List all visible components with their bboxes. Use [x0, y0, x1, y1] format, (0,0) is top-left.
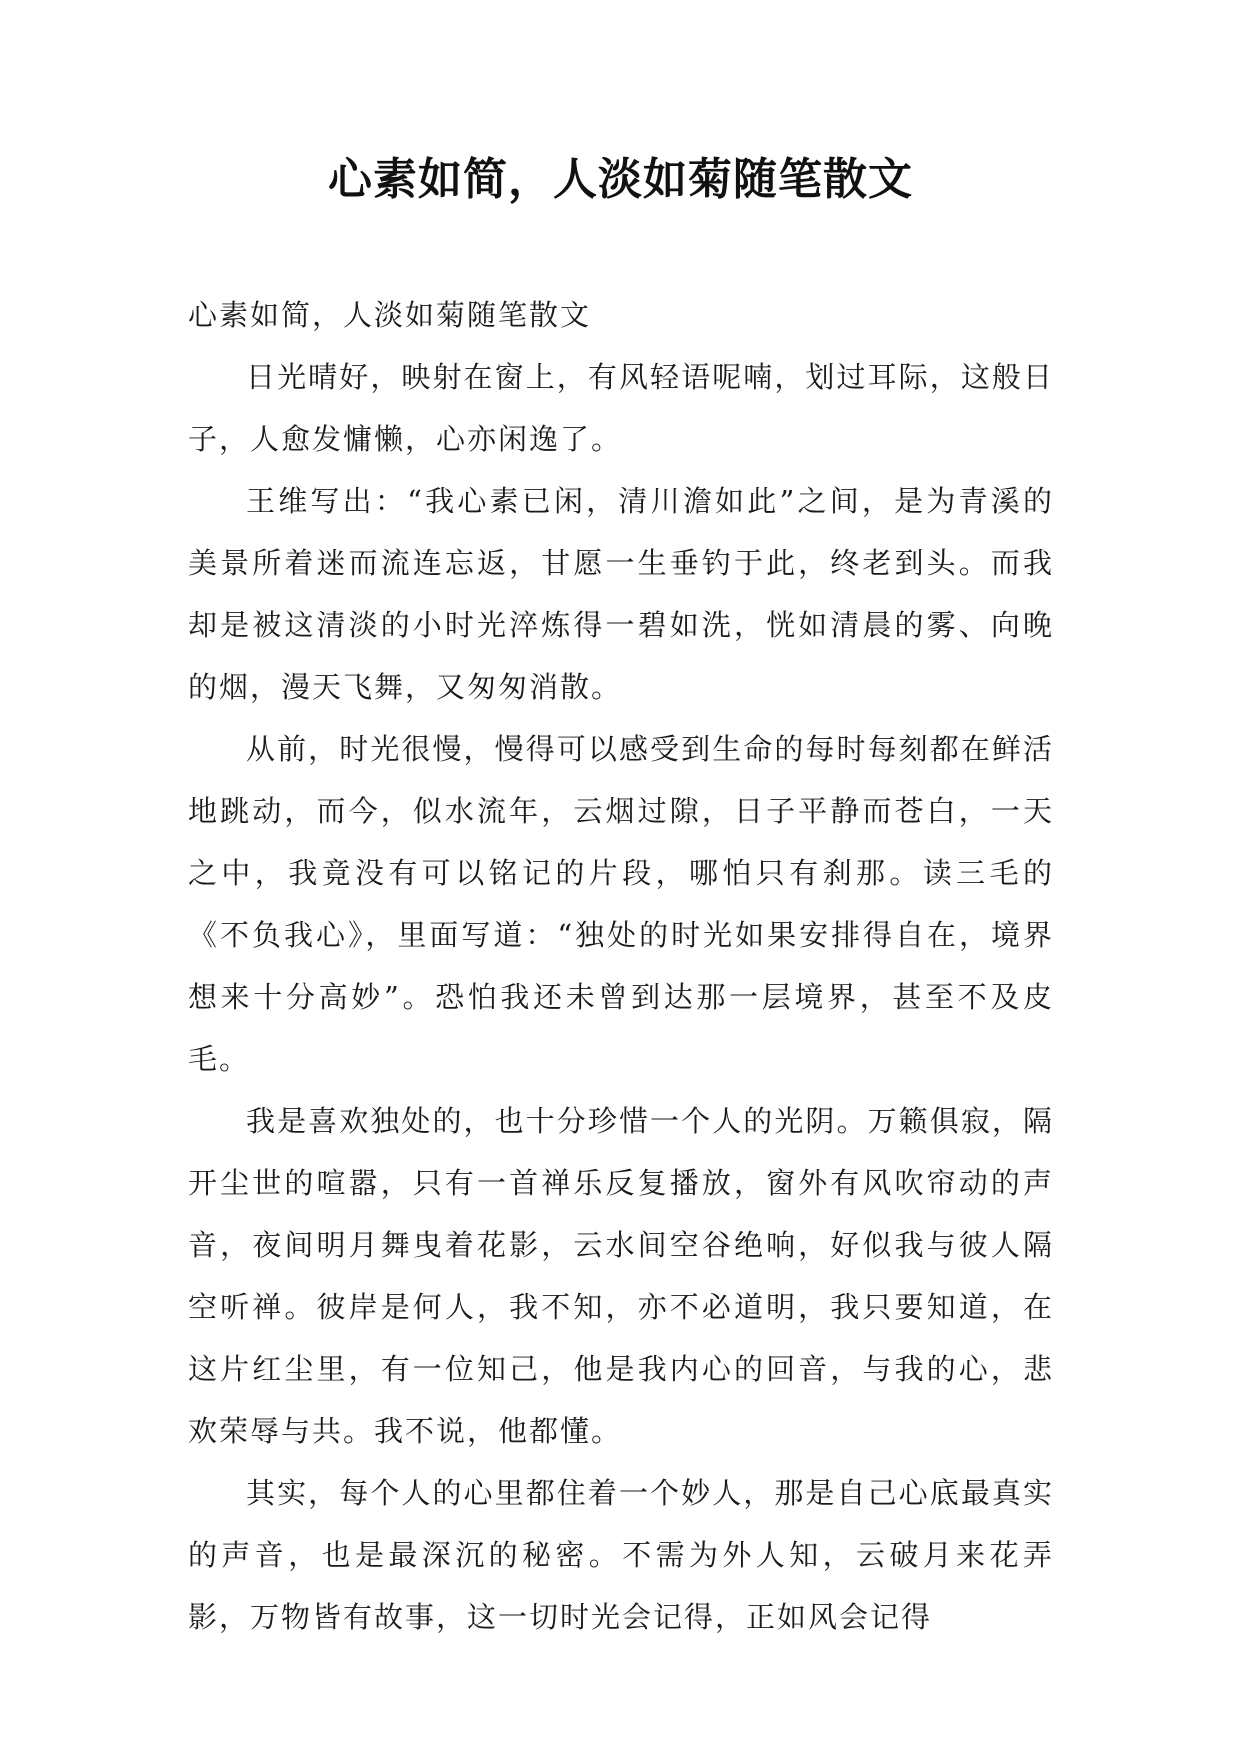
paragraph-1: 日光晴好，映射在窗上，有风轻语呢喃，划过耳际，这般日子，人愈发慵懒，心亦闲逸了。	[188, 360, 1054, 456]
document-subtitle: 心素如简，人淡如菊随笔散文	[188, 298, 592, 332]
paragraph-2: 王维写出：“我心素已闲，清川澹如此”之间，是为青溪的美景所着迷而流连忘返，甘愿一生垂钓于此，终老到头。而我却是被这清淡的小时光淬炼得一碧如洗，恍如清晨的雾、向晚的烟，漫天飞舞，又匆匆消散。	[188, 484, 1054, 704]
paragraph-5: 其实，每个人的心里都住着一个妙人，那是自己心底最真实的声音，也是最深沉的秘密。不需为外人知，云破月来花弄影，万物皆有故事，这一切时光会记得，正如风会记得	[188, 1476, 1054, 1634]
paragraph-3: 从前，时光很慢，慢得可以感受到生命的每时每刻都在鲜活地跳动，而今，似水流年，云烟过隙，日子平静而苍白，一天之中，我竟没有可以铭记的片段，哪怕只有刹那。读三毛的《不负我心》，里面写道：“独处的时光如果安排得自在，境界想来十分高妙”。恐怕我还未曾到达那一层境界，甚至不及皮毛。	[188, 732, 1054, 1076]
document-title: 心素如简，人淡如菊随笔散文	[328, 154, 913, 205]
paragraph-4: 我是喜欢独处的，也十分珍惜一个人的光阴。万籁俱寂，隔开尘世的喧嚣，只有一首禅乐反复播放，窗外有风吹帘动的声音，夜间明月舞曳着花影，云水间空谷绝响，好似我与彼人隔空听禅。彼岸是何人，我不知，亦不必道明，我只要知道，在这片红尘里，有一位知己，他是我内心的回音，与我的心，悲欢荣辱与共。我不说，他都懂。	[188, 1104, 1054, 1448]
document-body	[188, 284, 1054, 1648]
